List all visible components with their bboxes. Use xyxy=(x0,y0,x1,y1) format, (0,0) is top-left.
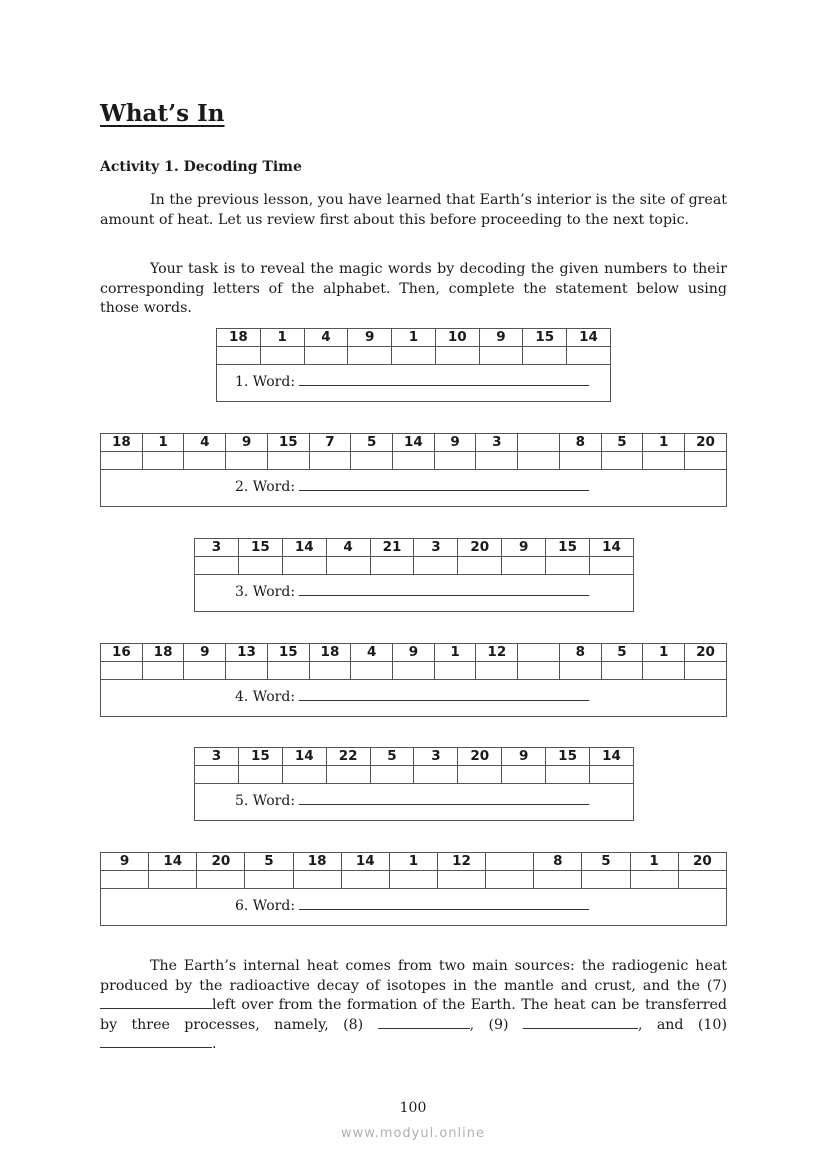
letter-answer-cell[interactable] xyxy=(486,871,534,889)
code-number-cell: 1 xyxy=(392,329,436,347)
code-number-cell: 1 xyxy=(630,853,678,871)
blank-8[interactable] xyxy=(378,1016,470,1029)
code-number-cell: 14 xyxy=(282,539,326,557)
code-number-cell: 5 xyxy=(370,748,414,766)
code-number-cell: 15 xyxy=(238,539,282,557)
code-number-cell: 20 xyxy=(458,539,502,557)
code-number-cell: 9 xyxy=(101,853,149,871)
code-number-cell: 4 xyxy=(351,644,393,662)
code-number-cell: 4 xyxy=(184,434,226,452)
activity-title: Activity 1. Decoding Time xyxy=(100,159,302,175)
letter-answer-cell[interactable] xyxy=(226,662,268,680)
code-number-cell: 9 xyxy=(226,434,268,452)
code-number-cell: 14 xyxy=(393,434,435,452)
code-number-cell: 14 xyxy=(590,539,634,557)
code-number-cell: 9 xyxy=(479,329,523,347)
word-answer-line-2[interactable] xyxy=(299,480,589,491)
letter-answer-cell[interactable] xyxy=(142,452,184,470)
code-number-cell: 15 xyxy=(546,539,590,557)
letter-answer-cell[interactable] xyxy=(326,766,370,784)
blank-10[interactable] xyxy=(100,1035,212,1048)
word-label-4: 4. Word: xyxy=(235,689,296,705)
code-number-cell: 14 xyxy=(341,853,389,871)
code-number-cell xyxy=(518,434,560,452)
word-answer-line-6[interactable] xyxy=(299,899,589,910)
code-number-cell: 1 xyxy=(142,434,184,452)
code-number-cell: 16 xyxy=(101,644,143,662)
letter-answer-cell[interactable] xyxy=(101,452,143,470)
letter-answer-cell[interactable] xyxy=(238,766,282,784)
code-number-cell: 21 xyxy=(370,539,414,557)
code-number-cell: 14 xyxy=(590,748,634,766)
letter-answer-cell[interactable] xyxy=(282,766,326,784)
letter-answer-cell[interactable] xyxy=(476,662,518,680)
letter-answer-cell[interactable] xyxy=(590,557,634,575)
puzzle-3 xyxy=(194,538,634,612)
letter-answer-cell[interactable] xyxy=(142,662,184,680)
letter-answer-cell[interactable] xyxy=(601,452,643,470)
closing-part-2: left over from the formation of the Earth. The heat can be transferred by three processes, namely, (8) xyxy=(100,997,727,1033)
letter-answer-cell[interactable] xyxy=(643,662,685,680)
letter-answer-cell[interactable] xyxy=(149,871,197,889)
code-number-cell: 9 xyxy=(434,434,476,452)
letter-answer-cell[interactable] xyxy=(393,662,435,680)
code-number-cell: 12 xyxy=(476,644,518,662)
word-row-6 xyxy=(100,889,727,926)
word-label-6: 6. Word: xyxy=(235,898,296,914)
letter-answer-cell[interactable] xyxy=(458,766,502,784)
closing-part-1: The Earth’s internal heat comes from two main sources: the radiogenic heat produced by the radioactive decay of isotopes in the mantle and crust, and the (7) xyxy=(100,958,727,994)
word-row-2 xyxy=(100,470,727,507)
letter-answer-cell[interactable] xyxy=(370,766,414,784)
code-number-cell: 13 xyxy=(226,644,268,662)
code-number-cell: 9 xyxy=(502,539,546,557)
letter-answer-cell[interactable] xyxy=(502,766,546,784)
letter-answer-cell[interactable] xyxy=(351,662,393,680)
code-number-cell: 15 xyxy=(267,434,309,452)
code-number-cell: 3 xyxy=(414,539,458,557)
code-number-cell: 3 xyxy=(195,539,239,557)
code-number-cell: 20 xyxy=(685,644,727,662)
letter-answer-cell[interactable] xyxy=(434,452,476,470)
closing-part-4: , and (10) xyxy=(637,1016,727,1033)
letter-answer-cell[interactable] xyxy=(260,347,304,365)
letter-answer-cell[interactable] xyxy=(590,766,634,784)
code-number-cell: 1 xyxy=(260,329,304,347)
letter-answer-cell[interactable] xyxy=(195,557,239,575)
code-number-cell: 3 xyxy=(414,748,458,766)
letter-answer-cell[interactable] xyxy=(523,347,567,365)
code-number-cell: 15 xyxy=(267,644,309,662)
code-number-cell: 18 xyxy=(142,644,184,662)
letter-answer-cell[interactable] xyxy=(101,662,143,680)
letter-answer-cell[interactable] xyxy=(437,871,485,889)
intro-paragraph-1: In the previous lesson, you have learned that Earth’s interior is the site of great amount of heat. Let us review first about this before proceeding to the next topic. xyxy=(100,192,727,228)
letter-answer-cell[interactable] xyxy=(518,452,560,470)
letter-answer-cell[interactable] xyxy=(601,662,643,680)
code-number-cell: 5 xyxy=(582,853,630,871)
code-number-cell: 5 xyxy=(245,853,293,871)
letter-answer-cell[interactable] xyxy=(393,452,435,470)
code-number-cell: 1 xyxy=(643,434,685,452)
code-number-cell: 1 xyxy=(389,853,437,871)
letter-answer-cell[interactable] xyxy=(392,347,436,365)
letter-answer-cell[interactable] xyxy=(546,766,590,784)
code-number-cell: 10 xyxy=(435,329,479,347)
code-number-cell: 5 xyxy=(601,434,643,452)
word-answer-line-4[interactable] xyxy=(299,690,589,701)
code-number-cell: 3 xyxy=(476,434,518,452)
letter-answer-cell[interactable] xyxy=(414,766,458,784)
code-number-cell: 20 xyxy=(685,434,727,452)
code-number-cell xyxy=(518,644,560,662)
letter-answer-cell[interactable] xyxy=(678,871,726,889)
code-number-cell: 1 xyxy=(434,644,476,662)
code-number-cell: 20 xyxy=(678,853,726,871)
code-number-cell: 9 xyxy=(393,644,435,662)
letter-answer-cell[interactable] xyxy=(414,557,458,575)
letter-answer-cell[interactable] xyxy=(309,662,351,680)
letter-answer-cell[interactable] xyxy=(370,557,414,575)
code-number-cell: 1 xyxy=(643,644,685,662)
puzzle-6 xyxy=(100,852,727,926)
letter-answer-cell[interactable] xyxy=(267,662,309,680)
code-number-cell: 9 xyxy=(184,644,226,662)
letter-answer-cell[interactable] xyxy=(582,871,630,889)
letter-answer-cell[interactable] xyxy=(282,557,326,575)
letter-answer-cell[interactable] xyxy=(348,347,392,365)
letter-answer-cell[interactable] xyxy=(435,347,479,365)
code-number-cell: 18 xyxy=(217,329,261,347)
code-number-cell: 14 xyxy=(149,853,197,871)
puzzle-1 xyxy=(216,328,611,402)
letter-answer-cell[interactable] xyxy=(546,557,590,575)
intro-paragraph-2: Your task is to reveal the magic words by decoding the given numbers to their corresponding letters of the alphabet. Then, complete the statement below using those words. xyxy=(100,261,727,316)
blank-9[interactable] xyxy=(523,1016,638,1029)
letter-answer-cell[interactable] xyxy=(195,766,239,784)
letter-answer-cell[interactable] xyxy=(559,662,601,680)
letter-answer-cell[interactable] xyxy=(567,347,611,365)
closing-statement xyxy=(100,957,727,1055)
code-number-cell: 5 xyxy=(351,434,393,452)
letter-answer-cell[interactable] xyxy=(685,662,727,680)
word-row-1 xyxy=(216,365,611,402)
letter-answer-cell[interactable] xyxy=(559,452,601,470)
word-row-4 xyxy=(100,680,727,717)
page-number: 100 xyxy=(399,1100,427,1116)
code-number-cell: 4 xyxy=(326,539,370,557)
word-answer-line-3[interactable] xyxy=(299,585,589,596)
code-number-cell: 8 xyxy=(534,853,582,871)
word-label-5: 5. Word: xyxy=(235,793,296,809)
letter-answer-cell[interactable] xyxy=(534,871,582,889)
letter-answer-cell[interactable] xyxy=(197,871,245,889)
word-answer-line-1[interactable] xyxy=(299,375,589,386)
word-row-3 xyxy=(194,575,634,612)
code-number-cell: 15 xyxy=(523,329,567,347)
code-number-cell: 15 xyxy=(238,748,282,766)
letter-answer-cell[interactable] xyxy=(309,452,351,470)
code-number-cell: 4 xyxy=(304,329,348,347)
code-number-cell: 20 xyxy=(458,748,502,766)
code-number-cell: 22 xyxy=(326,748,370,766)
letter-answer-cell[interactable] xyxy=(630,871,678,889)
letter-answer-cell[interactable] xyxy=(184,452,226,470)
code-number-cell: 18 xyxy=(101,434,143,452)
letter-answer-cell[interactable] xyxy=(326,557,370,575)
closing-part-5: . xyxy=(212,1036,217,1052)
code-number-cell: 20 xyxy=(197,853,245,871)
word-row-5 xyxy=(194,784,634,821)
code-number-cell: 5 xyxy=(601,644,643,662)
code-number-cell: 8 xyxy=(559,644,601,662)
word-label-3: 3. Word: xyxy=(235,584,296,600)
letter-answer-cell[interactable] xyxy=(304,347,348,365)
letter-answer-cell[interactable] xyxy=(245,871,293,889)
puzzle-4 xyxy=(100,643,727,717)
code-number-cell: 8 xyxy=(559,434,601,452)
letter-answer-cell[interactable] xyxy=(226,452,268,470)
code-number-cell: 7 xyxy=(309,434,351,452)
letter-answer-cell[interactable] xyxy=(341,871,389,889)
code-number-cell: 9 xyxy=(348,329,392,347)
code-number-cell: 3 xyxy=(195,748,239,766)
letter-answer-cell[interactable] xyxy=(184,662,226,680)
word-label-2: 2. Word: xyxy=(235,479,296,495)
letter-answer-cell[interactable] xyxy=(458,557,502,575)
letter-answer-cell[interactable] xyxy=(217,347,261,365)
code-number-cell: 14 xyxy=(567,329,611,347)
letter-answer-cell[interactable] xyxy=(389,871,437,889)
word-answer-line-5[interactable] xyxy=(299,794,589,805)
watermark: www.modyul.online xyxy=(340,1126,486,1141)
word-label-1: 1. Word: xyxy=(235,374,296,390)
letter-answer-cell[interactable] xyxy=(643,452,685,470)
blank-7[interactable] xyxy=(100,996,212,1009)
letter-answer-cell[interactable] xyxy=(238,557,282,575)
letter-answer-cell[interactable] xyxy=(502,557,546,575)
page-heading: What’s In xyxy=(100,100,225,127)
code-number-cell: 15 xyxy=(546,748,590,766)
code-number-cell: 9 xyxy=(502,748,546,766)
letter-answer-cell[interactable] xyxy=(293,871,341,889)
code-number-cell: 12 xyxy=(437,853,485,871)
letter-answer-cell[interactable] xyxy=(476,452,518,470)
letter-answer-cell[interactable] xyxy=(101,871,149,889)
letter-answer-cell[interactable] xyxy=(351,452,393,470)
puzzle-2 xyxy=(100,433,727,507)
code-number-cell: 18 xyxy=(309,644,351,662)
letter-answer-cell[interactable] xyxy=(267,452,309,470)
code-number-cell: 14 xyxy=(282,748,326,766)
puzzle-5 xyxy=(194,747,634,821)
letter-answer-cell[interactable] xyxy=(518,662,560,680)
code-number-cell xyxy=(486,853,534,871)
closing-part-3: , (9) xyxy=(469,1016,523,1033)
letter-answer-cell[interactable] xyxy=(685,452,727,470)
letter-answer-cell[interactable] xyxy=(479,347,523,365)
letter-answer-cell[interactable] xyxy=(434,662,476,680)
code-number-cell: 18 xyxy=(293,853,341,871)
